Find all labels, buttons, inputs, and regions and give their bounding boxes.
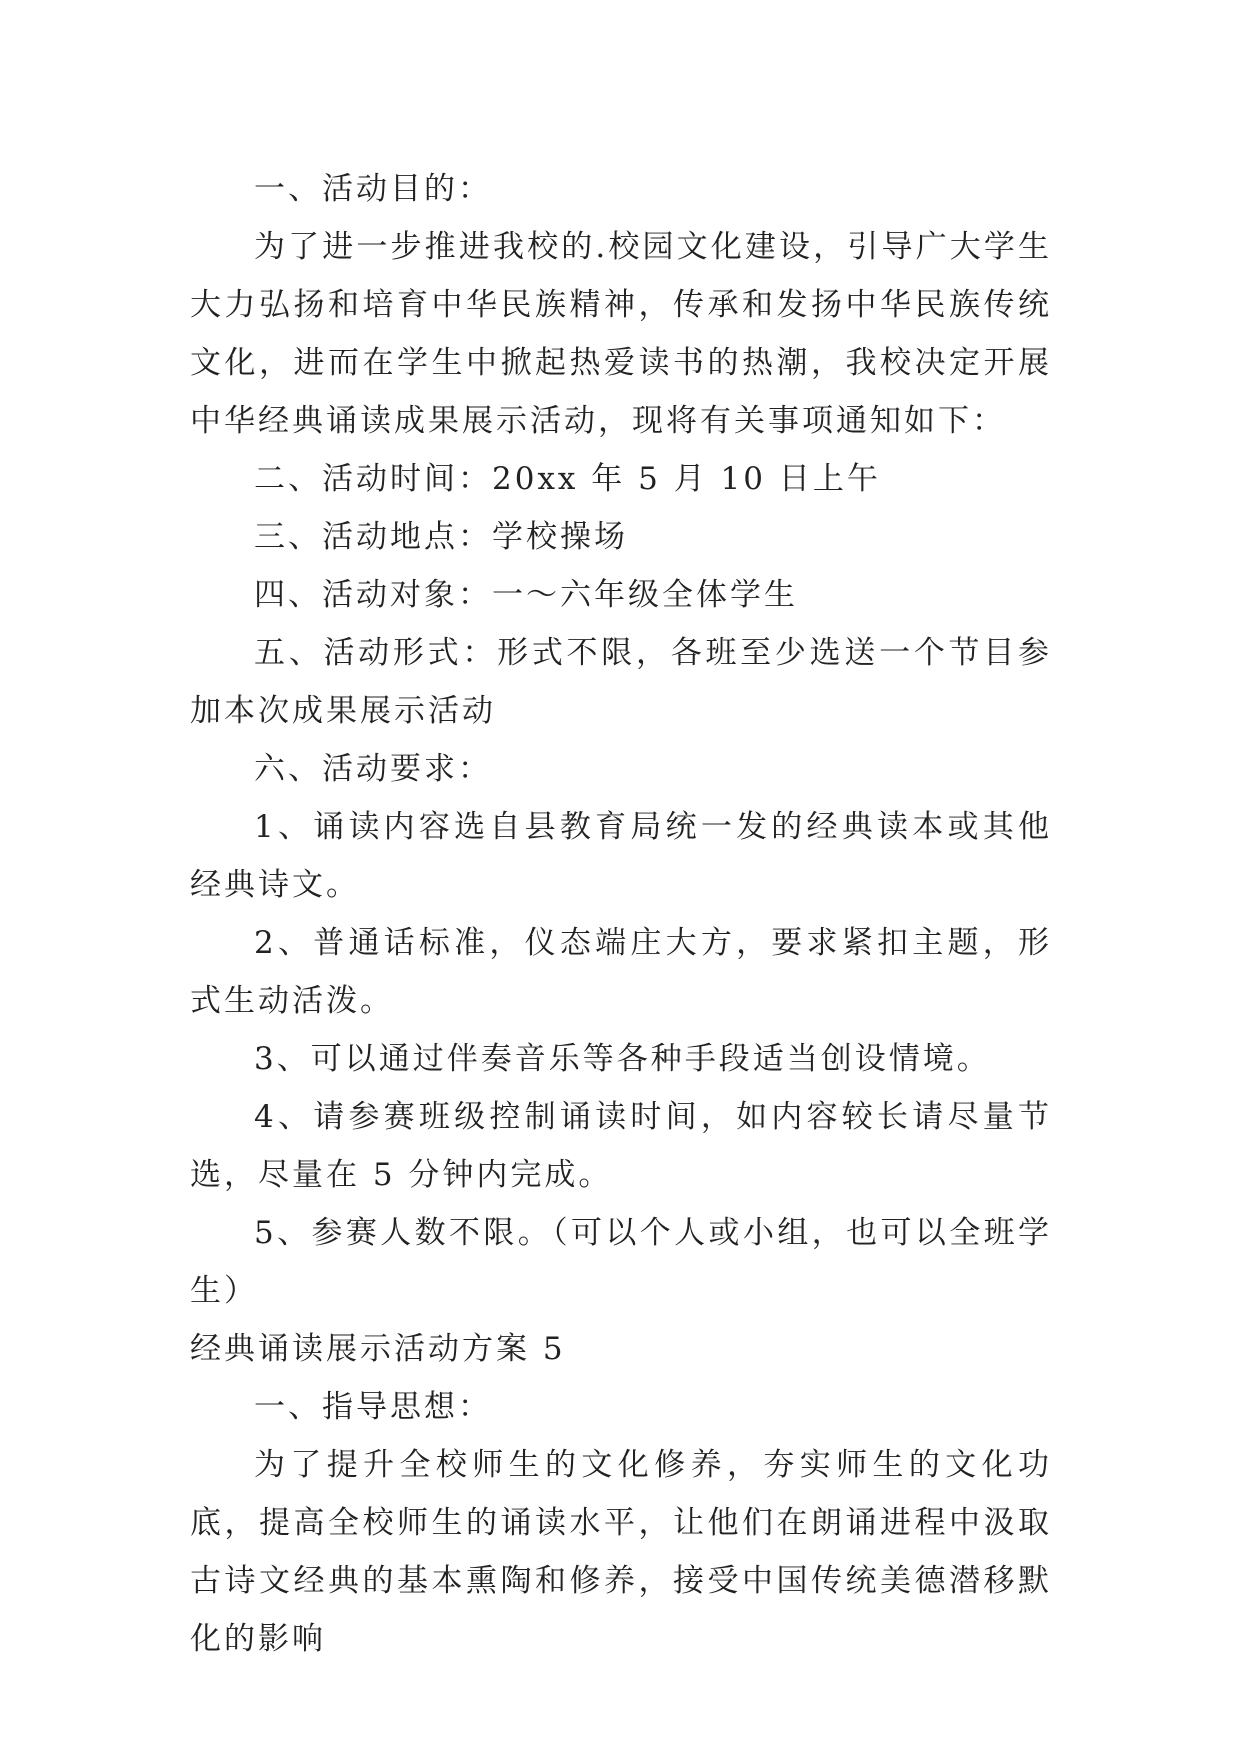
requirement-item: 3、可以通过伴奏音乐等各种手段适当创设情境。 [254,1041,991,1077]
paragraph-purpose: 为了进一步推进我校的.校园文化建设，引导广大学生大力弘扬和培育中华民族精神，传承和发扬中华民族传统文化，进而在学生中掀起热爱读书的热潮，我校决定开展中华经典诵读成果展示活动，现将有关事项通知如下： [190,229,1052,439]
section-heading-location: 三、活动地点：学校操场 [254,519,628,555]
requirement-item: 1、诵读内容选自县教育局统一发的经典读本或其他经典诗文。 [190,809,1052,903]
requirement-item: 2、普通话标准，仪态端庄大方，要求紧扣主题，形式生动活泼。 [190,925,1052,1019]
section-heading-guiding-thought: 一、指导思想： [254,1389,492,1425]
section-heading-requirements: 六、活动要求： [254,751,492,787]
section-heading-purpose: 一、活动目的： [254,171,492,207]
requirement-item: 4、请参赛班级控制诵读时间，如内容较长请尽量节选，尽量在 5 分钟内完成。 [190,1099,1052,1193]
document-title: 经典诵读展示活动方案 5 [190,1331,566,1367]
section-heading-format: 五、活动形式：形式不限，各班至少选送一个节目参加本次成果展示活动 [190,635,1052,729]
document-body [190,160,1052,1668]
paragraph-guiding-thought: 为了提升全校师生的文化修养，夯实师生的文化功底，提高全校师生的诵读水平，让他们在朗诵进程中汲取古诗文经典的基本熏陶和修养，接受中国传统美德潜移默化的影响 [190,1447,1052,1657]
section-heading-time: 二、活动时间：20xx 年 5 月 10 日上午 [254,461,881,497]
requirement-item: 5、参赛人数不限。（可以个人或小组，也可以全班学生） [190,1215,1052,1309]
section-heading-participants: 四、活动对象：一～六年级全体学生 [254,577,798,613]
